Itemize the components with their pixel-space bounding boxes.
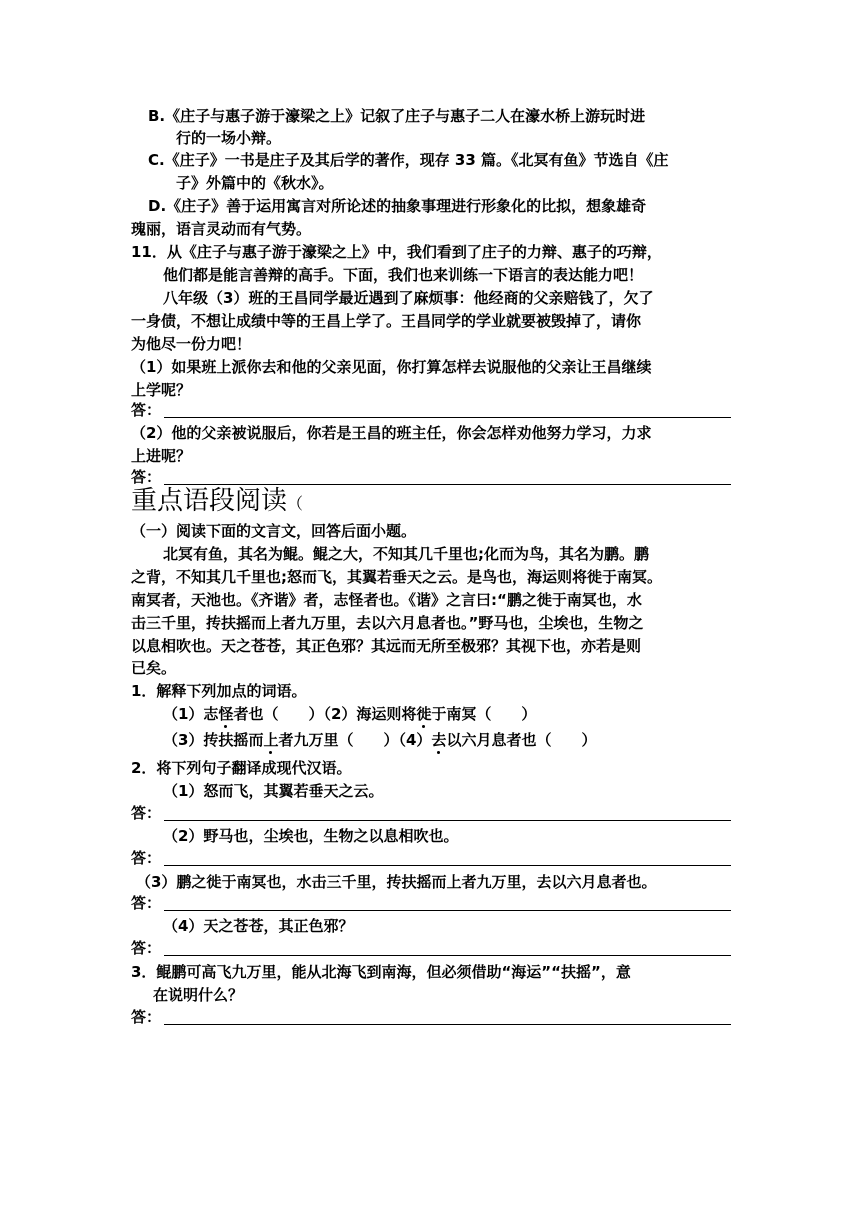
q1-items-row-2 [163,730,596,750]
passage-line-6: 已矣。 [131,659,177,677]
q2-sentence-1: （1）怒而飞，其翼若垂天之云。 [163,782,384,800]
dotted-word-xi: 徙 [416,705,432,723]
q3-line-2: 在说明什么？ [153,986,244,1004]
answer-line-q3[interactable] [131,1007,731,1029]
answer-label: 答： [131,894,162,912]
q1-item2-suffix: 于南冥（ ） [431,705,537,723]
q2-sentence-4: （4）天之苍苍，其正色邪？ [163,917,354,935]
option-c-line-2: 子》外篇中的《秋水》。 [176,174,334,192]
q1-item3-prefix: （3）抟扶摇而 [163,731,264,749]
passage-line-1: 北冥有鱼，其名为鲲。鲲之大，不知其几千里也;化而为鸟，其名为鹏。鹏 [163,545,650,563]
section-title-paren: （ [287,494,304,513]
passage-line-2: 之背，不知其几千里也;怒而飞，其翼若垂天之云。是鸟也，海运则将徙于南冥。 [131,568,663,586]
q11-line-2: 他们都是能言善辩的高手。下面，我们也来训练一下语言的表达能力吧！ [163,266,644,284]
section-title-text: 重点语段阅读 [131,486,288,516]
answer-label: 答： [131,1008,162,1026]
answer-line-q2-3[interactable] [131,893,731,915]
answer-underline [164,955,731,956]
answer-underline [164,910,731,911]
q1-items-row-1 [163,704,536,724]
answer-line-q2-1[interactable] [131,803,731,825]
q1-item4-suffix: 以六月息者也（ ） [446,731,597,749]
option-d-line-2: 瑰丽，语言灵动而有气势。 [131,220,312,238]
q11-scenario-line-1: 八年级（3）班的王昌同学最近遇到了麻烦事：他经商的父亲赔钱了，欠了 [163,289,654,307]
answer-underline [164,484,731,485]
option-c-line-1: C.《庄子》一书是庄子及其后学的著作，现存 33 篇。《北冥有鱼》节选自《庄 [148,151,669,169]
dotted-word-guai: 怪 [218,705,234,723]
answer-label: 答： [131,804,162,822]
section-title [131,486,303,519]
answer-label: 答： [131,939,162,957]
answer-line-q11-1[interactable] [131,400,731,422]
q11-scenario-line-2: 一身债，不想让成绩中等的王昌上学了。王昌同学的学业就要被毁掉了，请你 [131,312,642,330]
q11-line-1: 11．从《庄子与惠子游于濠梁之上》中，我们看到了庄子的力辩、惠子的巧辩， [131,243,662,261]
q11-sub1-line-2: 上学呢？ [131,381,192,399]
passage-line-5: 以息相吹也。天之苍苍，其正色邪？其远而无所至极邪？其视下也，亦若是则 [131,637,642,655]
q11-sub2-line-2: 上进呢？ [131,447,192,465]
dotted-word-shang: 上 [263,731,279,749]
q1-item1-suffix: 者也（ ）（2）海运则将 [233,705,417,723]
answer-underline [164,820,731,821]
option-d-line-1: D.《庄子》善于运用寓言对所论述的抽象事理进行形象化的比拟，想象雄奇 [148,197,647,215]
q2-title: 2．将下列句子翻译成现代汉语。 [131,759,352,777]
q2-sentence-3: （3）鹏之徙于南冥也，水击三千里，抟扶摇而上者九万里，去以六月息者也。 [136,873,657,891]
q1-title: 1．解释下列加点的词语。 [131,682,307,700]
q2-sentence-2: （2）野马也，尘埃也，生物之以息相吹也。 [163,827,459,845]
answer-underline [164,1024,731,1025]
passage-line-4: 击三千里，抟扶摇而上者九万里，去以六月息者也。”野马也，尘埃也，生物之 [131,614,644,632]
passage-line-3: 南冥者，天池也。《齐谐》者，志怪者也。《谐》之言曰:“鹏之徙于南冥也，水 [131,591,642,609]
q3-line-1: 3．鲲鹏可高飞九万里，能从北海飞到南海，但必须借助“海运”“扶摇”，意 [131,963,631,981]
answer-underline [164,865,731,866]
answer-line-q2-2[interactable] [131,848,731,870]
q11-scenario-line-3: 为他尽一份力吧！ [131,335,252,353]
answer-label: 答： [131,468,162,486]
part1-heading: （一）阅读下面的文言文，回答后面小题。 [131,522,417,540]
option-b-line-2: 行的一场小辩。 [176,129,282,147]
q11-sub1-line-1: （1）如果班上派你去和他的父亲见面，你打算怎样去说服他的父亲让王昌继续 [131,358,652,376]
answer-line-q2-4[interactable] [131,938,731,960]
option-b-line-1: B.《庄子与惠子游于濠梁之上》记叙了庄子与惠子二人在濠水桥上游玩时进 [148,107,646,125]
answer-underline [164,417,731,418]
answer-label: 答： [131,401,162,419]
q1-item1-prefix: （1）志 [163,705,219,723]
dotted-word-qu: 去 [431,731,447,749]
q11-sub2-line-1: （2）他的父亲被说服后，你若是王昌的班主任，你会怎样劝他努力学习，力求 [131,424,652,442]
answer-label: 答： [131,849,162,867]
q1-item3-suffix: 者九万里（ ）（4） [278,731,432,749]
